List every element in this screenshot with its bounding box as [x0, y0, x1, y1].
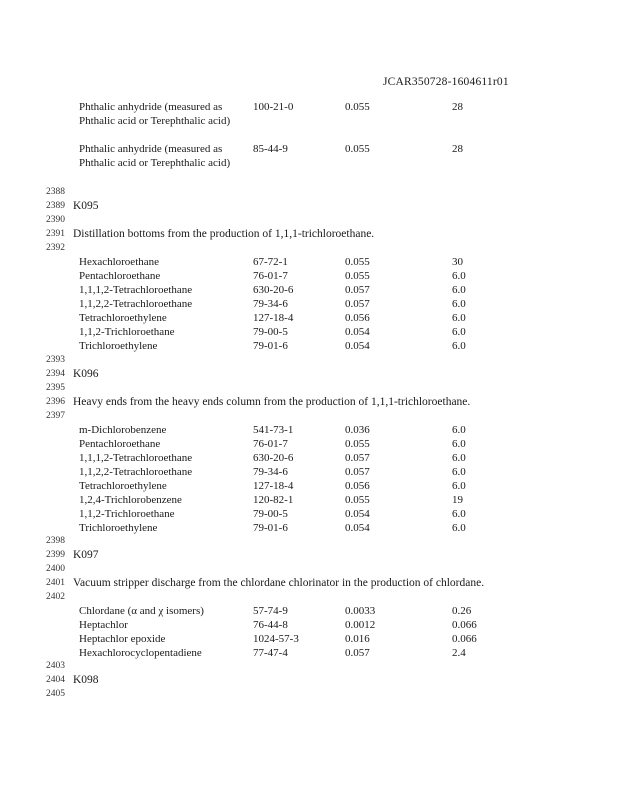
line-number: 2395: [46, 383, 65, 393]
table-cell-name: 1,1,1,2-Tetrachloroethane: [79, 452, 193, 464]
line-number: 2401: [46, 578, 65, 588]
table-cell-name: Heptachlor: [79, 619, 128, 631]
table-cell-cas: 100-21-0: [253, 101, 294, 113]
line-number: 2402: [46, 592, 65, 602]
line-number: 2396: [46, 397, 65, 407]
waste-code: K096: [73, 368, 99, 380]
table-cell-value: 0.054: [345, 522, 370, 534]
table-cell-name: m-Dichlorobenzene: [79, 424, 167, 436]
table-cell-cas: 79-00-5: [253, 326, 288, 338]
table-cell-name: Heptachlor epoxide: [79, 633, 166, 645]
table-cell-value: 0.055: [345, 256, 370, 268]
table-cell-value: 0.016: [345, 633, 370, 645]
table-cell-value: 0.0012: [345, 619, 376, 631]
waste-description: Heavy ends from the heavy ends column from the production of 1,1,1-trichloroethane.: [73, 396, 471, 408]
table-cell-value: 2.4: [452, 647, 466, 659]
table-cell-value: 0.057: [345, 647, 370, 659]
table-cell-value: 0.057: [345, 298, 370, 310]
table-cell-name: Pentachloroethane: [79, 438, 161, 450]
table-cell-cas: 67-72-1: [253, 256, 288, 268]
table-cell-name: 1,1,1,2-Tetrachloroethane: [79, 284, 193, 296]
table-cell-value: 28: [452, 143, 463, 155]
table-cell-name: Tetrachloroethylene: [79, 312, 167, 324]
table-cell-cas: 77-47-4: [253, 647, 288, 659]
table-cell-cas: 76-01-7: [253, 270, 288, 282]
table-cell-value: 0.054: [345, 508, 370, 520]
line-number: 2397: [46, 411, 65, 421]
line-number: 2404: [46, 675, 65, 685]
table-cell-value: 0.066: [452, 633, 477, 645]
table-cell-name: Phthalic anhydride (measured as Phthalic acid or Terephthalic acid): [79, 143, 231, 169]
table-cell-cas: 79-01-6: [253, 522, 288, 534]
document-id: JCAR350728-1604611r01: [383, 76, 509, 88]
table-cell-name: Chlordane (α and χ isomers): [79, 605, 204, 617]
waste-description: Vacuum stripper discharge from the chlordane chlorinator in the production of chlordane.: [73, 577, 485, 589]
table-cell-name: 1,2,4-Trichlorobenzene: [79, 494, 182, 506]
waste-code: K095: [73, 200, 99, 212]
table-cell-value: 6.0: [452, 312, 466, 324]
table-cell-value: 0.057: [345, 284, 370, 296]
waste-code: K097: [73, 549, 99, 561]
table-cell-value: 6.0: [452, 326, 466, 338]
table-cell-value: 28: [452, 101, 463, 113]
table-cell-value: 0.057: [345, 466, 370, 478]
line-number: 2398: [46, 536, 65, 546]
table-cell-value: 30: [452, 256, 463, 268]
table-cell-name: 1,1,2,2-Tetrachloroethane: [79, 298, 193, 310]
table-cell-name: Trichloroethylene: [79, 522, 158, 534]
line-number: 2391: [46, 229, 65, 239]
table-cell-value: 0.055: [345, 143, 370, 155]
table-cell-cas: 76-01-7: [253, 438, 288, 450]
table-cell-value: 0.066: [452, 619, 477, 631]
table-cell-value: 6.0: [452, 452, 466, 464]
table-cell-cas: 127-18-4: [253, 312, 294, 324]
table-cell-value: 0.055: [345, 494, 370, 506]
line-number: 2390: [46, 215, 65, 225]
table-cell-value: 0.056: [345, 312, 370, 324]
table-cell-cas: 79-01-6: [253, 340, 288, 352]
line-number: 2405: [46, 689, 65, 699]
line-number: 2394: [46, 369, 65, 379]
table-cell-cas: 76-44-8: [253, 619, 288, 631]
table-cell-name: 1,1,2-Trichloroethane: [79, 508, 175, 520]
table-cell-value: 6.0: [452, 438, 466, 450]
waste-description: Distillation bottoms from the production of 1,1,1-trichloroethane.: [73, 228, 375, 240]
table-cell-value: 0.26: [452, 605, 472, 617]
table-cell-value: 6.0: [452, 466, 466, 478]
table-cell-value: 6.0: [452, 480, 466, 492]
table-cell-cas: 127-18-4: [253, 480, 294, 492]
table-cell-cas: 120-82-1: [253, 494, 294, 506]
line-number: 2403: [46, 661, 65, 671]
table-cell-value: 6.0: [452, 270, 466, 282]
line-number: 2393: [46, 355, 65, 365]
table-cell-value: 0.057: [345, 452, 370, 464]
waste-code: K098: [73, 674, 99, 686]
table-cell-cas: 541-73-1: [253, 424, 294, 436]
table-cell-value: 6.0: [452, 340, 466, 352]
table-cell-value: 0.054: [345, 340, 370, 352]
table-cell-name: 1,1,2,2-Tetrachloroethane: [79, 466, 193, 478]
table-cell-value: 0.054: [345, 326, 370, 338]
table-cell-value: 0.056: [345, 480, 370, 492]
table-cell-cas: 79-34-6: [253, 298, 288, 310]
table-cell-value: 0.036: [345, 424, 370, 436]
line-number: 2399: [46, 550, 65, 560]
table-cell-cas: 79-00-5: [253, 508, 288, 520]
table-cell-value: 0.055: [345, 438, 370, 450]
table-cell-cas: 1024-57-3: [253, 633, 299, 645]
table-cell-value: 19: [452, 494, 463, 506]
line-number: 2400: [46, 564, 65, 574]
table-cell-name: Trichloroethylene: [79, 340, 158, 352]
table-cell-name: Pentachloroethane: [79, 270, 161, 282]
table-cell-cas: 79-34-6: [253, 466, 288, 478]
table-cell-name: Phthalic anhydride (measured as Phthalic acid or Terephthalic acid): [79, 101, 231, 127]
table-cell-name: Hexachlorocyclopentadiene: [79, 647, 202, 659]
table-cell-value: 6.0: [452, 508, 466, 520]
table-cell-value: 6.0: [452, 284, 466, 296]
line-number: 2392: [46, 243, 65, 253]
table-cell-value: 6.0: [452, 424, 466, 436]
table-cell-cas: 630-20-6: [253, 284, 294, 296]
table-cell-value: 6.0: [452, 522, 466, 534]
table-cell-name: Hexachloroethane: [79, 256, 160, 268]
table-cell-cas: 630-20-6: [253, 452, 294, 464]
line-number: 2388: [46, 187, 65, 197]
table-cell-value: 0.055: [345, 101, 370, 113]
table-cell-name: Tetrachloroethylene: [79, 480, 167, 492]
table-cell-cas: 57-74-9: [253, 605, 288, 617]
table-cell-value: 0.0033: [345, 605, 376, 617]
line-number: 2389: [46, 201, 65, 211]
table-cell-value: 6.0: [452, 298, 466, 310]
table-cell-value: 0.055: [345, 270, 370, 282]
table-cell-cas: 85-44-9: [253, 143, 288, 155]
table-cell-name: 1,1,2-Trichloroethane: [79, 326, 175, 338]
